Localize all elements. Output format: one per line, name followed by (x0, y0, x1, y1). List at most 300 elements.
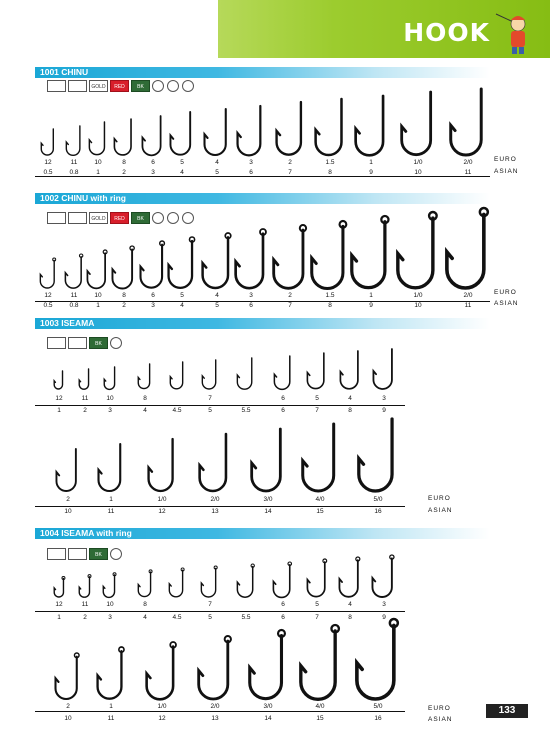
coating-badge (47, 548, 66, 560)
euro-size-label: 5 (180, 159, 184, 166)
hook-shape (238, 106, 261, 155)
hook-ring (79, 254, 82, 257)
hook-shape (250, 636, 282, 699)
hook-glyph (369, 552, 398, 600)
euro-size-label: 12 (44, 159, 52, 166)
hook-shape (237, 566, 252, 597)
hook-glyph (337, 348, 364, 392)
asian-size-label: 0.5 (43, 169, 53, 176)
asian-size-label: 12 (158, 508, 166, 515)
asian-size-label: 14 (264, 508, 272, 515)
hook-glyph (248, 426, 288, 494)
asian-size-label: 10 (414, 302, 422, 309)
euro-size-label: 1/0 (413, 159, 423, 166)
hook-glyph (304, 556, 331, 600)
asian-size-label: 4 (143, 407, 147, 414)
asian-size-label: 16 (374, 715, 382, 722)
euro-size-label: 2 (288, 159, 292, 166)
hook-glyph (109, 243, 138, 292)
euro-size-label: 6 (151, 292, 155, 299)
fisherman-mascot-icon (492, 4, 536, 56)
coating-badge (68, 212, 87, 224)
coating-badge: GOLD (89, 212, 108, 224)
hook-ring (480, 208, 488, 216)
hook-glyph (304, 350, 330, 392)
hook-glyph (135, 361, 155, 392)
hook-shape (312, 226, 343, 288)
hook-shape (99, 444, 121, 491)
euro-size-label: 2 (288, 292, 292, 299)
hook-shape (308, 353, 324, 389)
asian-size-label: 10 (64, 715, 72, 722)
euro-size-label: 1/0 (157, 496, 167, 503)
hook-glyph (352, 93, 391, 158)
coating-badge: BK (131, 212, 150, 224)
hook-ring (356, 557, 360, 561)
hook-glyph (167, 359, 188, 392)
euro-size-label: 3 (249, 159, 253, 166)
euro-size-label: 1.5 (325, 159, 335, 166)
euro-size-label: 10 (94, 292, 102, 299)
hook-glyph (111, 116, 137, 158)
legend-asian: ASIAN (428, 716, 453, 723)
asian-size-label: 5.5 (241, 407, 251, 414)
hook-ring (288, 562, 292, 566)
euro-size-label: 6 (151, 159, 155, 166)
hook-glyph (394, 209, 442, 291)
hook-shape (88, 253, 106, 288)
hook-shape (169, 241, 192, 288)
euro-size-label: 2/0 (210, 496, 220, 503)
euro-size-label: 11 (81, 395, 89, 402)
page-number: 133 (486, 704, 528, 718)
asian-size-label: 8 (328, 302, 332, 309)
hook-glyph (51, 368, 67, 392)
hook-shape (205, 109, 226, 155)
hook-shape (276, 102, 300, 155)
euro-size-label: 4/0 (315, 703, 325, 710)
asian-size-label: 7 (288, 302, 292, 309)
hook-shape (274, 564, 290, 597)
hook-shape (170, 362, 182, 389)
euro-size-label: 12 (55, 601, 63, 608)
hook-shape (447, 214, 484, 288)
hook-shape (198, 641, 227, 699)
hook-shape (401, 92, 430, 155)
asian-size-label: 2 (122, 169, 126, 176)
euro-size-label: 10 (106, 395, 114, 402)
euro-size-label: 5 (180, 292, 184, 299)
hook-shape (315, 99, 341, 155)
asian-size-label: 0.8 (69, 302, 79, 309)
euro-size-label: 8 (143, 601, 147, 608)
hook-shape (252, 429, 281, 491)
hook-ring (340, 221, 347, 228)
size-rule-1001 (35, 176, 490, 177)
hook-shape (171, 112, 191, 155)
hook-ring (215, 566, 218, 569)
euro-size-label: 12 (44, 292, 52, 299)
asian-size-label: 6 (281, 407, 285, 414)
section-bar-1003 (35, 318, 490, 329)
asian-size-label: 10 (414, 169, 422, 176)
euro-size-label: 3 (382, 395, 386, 402)
asian-size-label: 9 (369, 302, 373, 309)
hook-shape (352, 222, 385, 288)
hook-glyph (270, 559, 295, 600)
size-rule-1004-b (35, 711, 405, 712)
hook-glyph (165, 234, 199, 291)
hook-glyph (86, 119, 110, 158)
asian-size-label: 5.5 (241, 614, 251, 621)
asian-size-label: 3 (108, 407, 112, 414)
euro-size-label: 1 (369, 159, 373, 166)
hook-ring (160, 241, 165, 246)
euro-size-label: 2/0 (210, 703, 220, 710)
legend-euro: EURO (428, 705, 451, 712)
euro-size-label: 5 (315, 395, 319, 402)
asian-size-label: 9 (382, 614, 386, 621)
asian-size-label: 5 (215, 302, 219, 309)
hook-ring (331, 625, 338, 632)
coating-badge: RED (110, 212, 129, 224)
hook-ring (113, 572, 116, 575)
asian-size-label: 3 (151, 169, 155, 176)
hook-ring (190, 237, 195, 242)
hook-type-icon (152, 80, 164, 92)
hook-ring (130, 246, 134, 250)
hook-glyph (398, 89, 438, 158)
asian-size-label: 4.5 (172, 614, 182, 621)
hook-ring (251, 564, 254, 567)
hook-glyph (76, 366, 93, 392)
hook-shape (355, 96, 382, 155)
hook-ring (104, 250, 108, 254)
euro-size-label: 8 (143, 395, 147, 402)
asian-size-label: 5 (208, 614, 212, 621)
hook-ring (119, 647, 124, 652)
euro-size-label: 4 (215, 292, 219, 299)
asian-size-label: 14 (264, 715, 272, 722)
hook-shape (148, 439, 172, 491)
section-title-1002: 1002 CHINU with ring (40, 193, 126, 203)
hook-type-icon (110, 548, 122, 560)
asian-size-label: 0.8 (69, 169, 79, 176)
hook-glyph (143, 639, 181, 702)
euro-size-label: 1 (369, 292, 373, 299)
hook-shape (302, 424, 333, 491)
hook-ring (299, 225, 305, 231)
hook-shape (373, 558, 392, 597)
hook-shape (202, 568, 216, 597)
hook-glyph (145, 436, 180, 494)
coating-badge: BK (89, 337, 108, 349)
hook-shape (65, 257, 81, 288)
hook-shape (339, 560, 357, 597)
hook-glyph (76, 572, 94, 600)
hook-glyph (199, 230, 235, 291)
hook-glyph (353, 616, 403, 702)
hook-glyph (63, 123, 85, 158)
euro-size-label: 5 (315, 601, 319, 608)
hook-type-icon (182, 80, 194, 92)
euro-size-label: 6 (281, 395, 285, 402)
hook-glyph (51, 574, 68, 600)
asian-size-label: 16 (374, 508, 382, 515)
hook-shape (66, 126, 80, 155)
hook-shape (451, 89, 481, 155)
euro-size-label: 1 (109, 496, 113, 503)
section-bar-1001 (35, 67, 490, 78)
hook-shape (300, 631, 334, 699)
coating-badge (68, 80, 87, 92)
hook-glyph (234, 355, 257, 392)
size-rule-1004-a (35, 611, 405, 612)
euro-size-label: 3 (249, 292, 253, 299)
legend-asian: ASIAN (428, 507, 453, 514)
coating-badge: BK (131, 80, 150, 92)
hook-glyph (135, 567, 156, 600)
euro-size-label: 1.5 (325, 292, 335, 299)
hook-shape (113, 249, 133, 288)
asian-size-label: 1 (96, 169, 100, 176)
hook-ring (323, 559, 327, 563)
hook-shape (359, 419, 392, 491)
asian-size-label: 7 (315, 407, 319, 414)
euro-size-label: 1/0 (413, 292, 423, 299)
hook-shape (202, 237, 227, 288)
euro-size-label: 7 (208, 395, 212, 402)
hook-ring (224, 636, 230, 642)
hook-glyph (246, 627, 290, 702)
euro-size-label: 2/0 (463, 292, 473, 299)
hook-shape (238, 358, 252, 389)
hook-shape (357, 625, 394, 699)
euro-size-label: 1 (109, 703, 113, 710)
hook-ring (225, 233, 231, 239)
asian-size-label: 3 (151, 302, 155, 309)
hook-shape (273, 230, 302, 288)
hook-shape (202, 360, 215, 389)
hook-ring (181, 568, 184, 571)
hook-ring (390, 619, 398, 627)
hook-shape (54, 579, 63, 597)
hook-shape (141, 245, 163, 288)
hook-shape (200, 434, 226, 491)
asian-size-label: 15 (316, 715, 324, 722)
hook-glyph (101, 364, 119, 392)
hook-type-icon (110, 337, 122, 349)
asian-size-label: 8 (348, 407, 352, 414)
hook-ring (75, 653, 80, 658)
hook-glyph (198, 563, 221, 600)
hook-shape (139, 364, 150, 389)
legend-asian: ASIAN (494, 300, 519, 307)
hook-glyph (195, 633, 236, 702)
euro-size-label: 4 (348, 601, 352, 608)
hook-shape (398, 218, 433, 288)
asian-size-label: 6 (281, 614, 285, 621)
hook-glyph (312, 96, 349, 158)
legend-euro: EURO (494, 289, 517, 296)
hook-ring (382, 216, 389, 223)
hook-glyph (196, 431, 233, 494)
hook-glyph (443, 205, 493, 291)
hook-shape (79, 577, 89, 597)
asian-size-label: 13 (211, 508, 219, 515)
euro-size-label: 8 (122, 292, 126, 299)
euro-size-label: 2 (66, 703, 70, 710)
euro-size-label: 7 (208, 601, 212, 608)
euro-size-label: 3/0 (263, 496, 273, 503)
hook-shape (41, 129, 53, 155)
hook-ring (260, 229, 266, 235)
hook-shape (169, 570, 182, 596)
euro-size-label: 11 (70, 159, 78, 166)
hook-glyph (297, 622, 344, 702)
coating-badge (47, 80, 66, 92)
asian-size-label: 4 (180, 169, 184, 176)
asian-size-label: 4.5 (172, 407, 182, 414)
asian-size-label: 10 (64, 508, 72, 515)
hook-shape (143, 116, 161, 155)
asian-size-label: 8 (328, 169, 332, 176)
euro-size-label: 10 (106, 601, 114, 608)
coating-badge (68, 337, 87, 349)
hook-glyph (84, 247, 111, 291)
asian-size-label: 1 (57, 407, 61, 414)
asian-size-label: 3 (108, 614, 112, 621)
euro-size-label: 2 (66, 496, 70, 503)
asian-size-label: 12 (158, 715, 166, 722)
hook-glyph (94, 644, 128, 702)
hook-shape (89, 122, 104, 155)
euro-size-label: 12 (55, 395, 63, 402)
euro-size-label: 1/0 (157, 703, 167, 710)
hook-glyph (167, 109, 196, 158)
coating-badge (68, 548, 87, 560)
hook-ring (278, 630, 285, 637)
hook-ring (429, 212, 437, 220)
asian-size-label: 2 (83, 407, 87, 414)
hook-shape (138, 573, 150, 597)
euro-size-label: 8 (122, 159, 126, 166)
hook-ring (390, 555, 394, 559)
asian-size-label: 11 (107, 508, 115, 515)
hook-glyph (100, 570, 119, 600)
hook-glyph (95, 441, 127, 494)
hook-shape (104, 575, 115, 597)
asian-size-label: 5 (208, 407, 212, 414)
hook-type-icon (182, 212, 194, 224)
hook-shape (57, 449, 76, 491)
hook-shape (80, 369, 89, 389)
legend-asian: ASIAN (494, 168, 519, 175)
euro-size-label: 3 (382, 601, 386, 608)
hook-glyph (271, 353, 295, 392)
asian-size-label: 1 (96, 302, 100, 309)
section-title-1003: 1003 ISEAMA (40, 318, 95, 328)
hook-glyph (447, 86, 489, 158)
hook-shape (307, 562, 324, 597)
hook-shape (114, 119, 131, 155)
coating-badge: GOLD (89, 80, 108, 92)
hook-shape (147, 646, 173, 699)
section-title-1001: 1001 CHINU (40, 67, 89, 77)
euro-size-label: 4/0 (315, 496, 325, 503)
header-left-panel (0, 0, 218, 58)
hook-ring (52, 258, 55, 261)
hook-glyph (299, 421, 342, 494)
asian-size-label: 6 (249, 302, 253, 309)
hook-glyph (270, 222, 311, 291)
hook-shape (54, 371, 62, 389)
euro-size-label: 4 (215, 159, 219, 166)
asian-size-label: 11 (107, 715, 115, 722)
hook-glyph (232, 226, 271, 291)
size-rule-1002 (35, 301, 490, 302)
euro-size-label: 4 (348, 395, 352, 402)
hook-shape (56, 657, 77, 699)
hook-shape (40, 260, 54, 288)
size-rule-1003-a (35, 405, 405, 406)
euro-size-label: 5/0 (373, 496, 383, 503)
asian-size-label: 6 (249, 169, 253, 176)
hook-shape (373, 349, 391, 389)
hook-glyph (336, 554, 364, 600)
asian-size-label: 2 (83, 614, 87, 621)
euro-size-label: 2/0 (463, 159, 473, 166)
hook-shape (274, 356, 289, 389)
asian-size-label: 4 (143, 614, 147, 621)
hook-glyph (201, 106, 232, 158)
hook-glyph (355, 416, 401, 494)
hook-glyph (139, 113, 167, 158)
euro-size-label: 11 (81, 601, 89, 608)
hook-ring (149, 570, 152, 573)
hook-glyph (166, 565, 188, 600)
hook-glyph (52, 650, 83, 702)
coating-badge (47, 337, 66, 349)
asian-size-label: 9 (382, 407, 386, 414)
hook-glyph (234, 561, 258, 600)
euro-size-label: 5/0 (373, 703, 383, 710)
asian-size-label: 9 (369, 169, 373, 176)
section-title-1004: 1004 ISEAMA with ring (40, 528, 132, 538)
asian-size-label: 7 (315, 614, 319, 621)
hook-glyph (348, 213, 393, 291)
asian-size-label: 11 (464, 169, 472, 176)
hook-type-icon (167, 80, 179, 92)
hook-ring (170, 642, 176, 648)
asian-size-label: 1 (57, 614, 61, 621)
hook-shape (97, 651, 121, 699)
asian-size-label: 13 (211, 715, 219, 722)
asian-size-label: 8 (348, 614, 352, 621)
size-rule-1003-b (35, 506, 405, 507)
asian-size-label: 7 (288, 169, 292, 176)
asian-size-label: 11 (464, 302, 472, 309)
hook-glyph (308, 218, 351, 292)
hook-glyph (38, 126, 58, 158)
asian-size-label: 4 (180, 302, 184, 309)
asian-size-label: 15 (316, 508, 324, 515)
hook-glyph (37, 255, 60, 291)
hook-type-icon (152, 212, 164, 224)
hook-glyph (273, 99, 308, 158)
hook-glyph (370, 346, 398, 392)
hook-shape (104, 367, 114, 389)
